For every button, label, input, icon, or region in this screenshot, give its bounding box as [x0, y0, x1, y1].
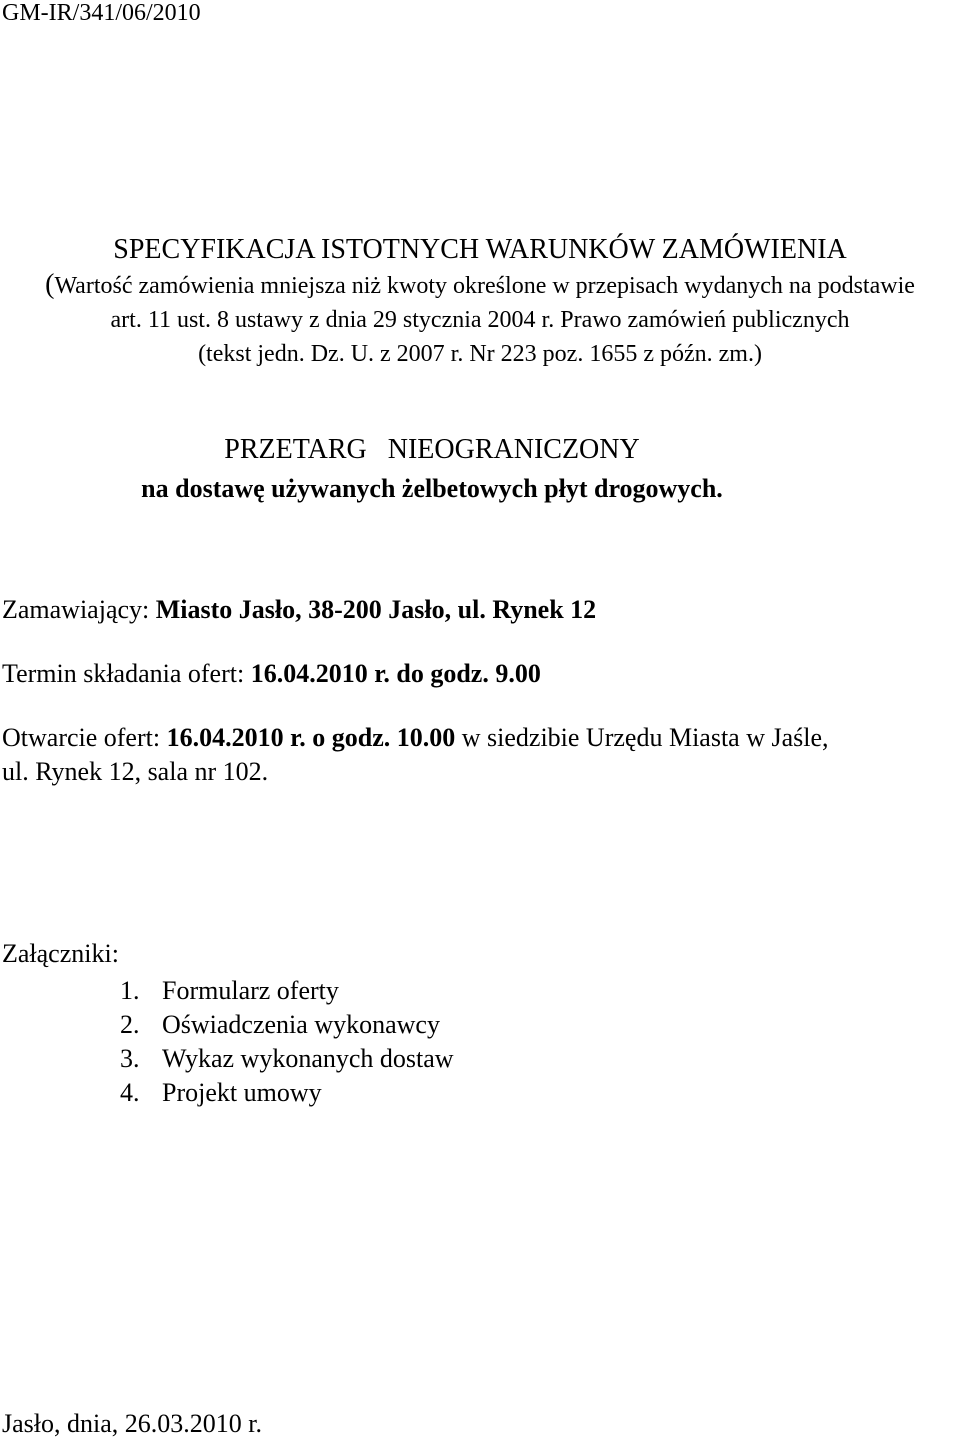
specification-line-2: art. 11 ust. 8 ustawy z dnia 29 stycznia 2004 r. Prawo zamówień publicznych: [110, 307, 850, 333]
attachment-label: Wykaz wykonanych dostaw: [162, 1044, 454, 1073]
attachments-title: Załączniki:: [2, 939, 119, 968]
contracting-authority-value: Miasto Jasło, 38-200 Jasło, ul. Rynek 12: [155, 595, 597, 624]
tender-header: [0, 430, 864, 508]
attachments-list: [120, 974, 454, 1110]
document-reference: GM-IR/341/06/2010: [2, 0, 201, 26]
specification-line-1-text: Wartość zamówienia mniejsza niż kwoty określone w przepisach wydanych na podstawie: [54, 273, 915, 299]
tender-subject: na dostawę używanych żelbetowych płyt drogowych.: [141, 474, 723, 503]
attachment-label: Oświadczenia wykonawcy: [162, 1010, 440, 1039]
attachment-item: [120, 1076, 454, 1110]
attachment-number: 2.: [120, 1010, 140, 1039]
specification-title: SPECYFIKACJA ISTOTNYCH WARUNKÓW ZAMÓWIENIA: [113, 234, 847, 265]
attachment-item: [120, 1008, 454, 1042]
contracting-authority-label: Zamawiający:: [2, 595, 156, 624]
offer-opening: [2, 722, 829, 754]
attachment-label: Projekt umowy: [162, 1078, 322, 1107]
specification-header: [0, 232, 960, 371]
attachment-number: 4.: [120, 1078, 140, 1107]
attachment-item: [120, 1042, 454, 1076]
offer-opening-label: Otwarcie ofert:: [2, 723, 167, 752]
submission-deadline-label: Termin składania ofert:: [2, 659, 251, 688]
submission-deadline: [2, 658, 541, 690]
attachment-number: 1.: [120, 976, 140, 1005]
attachment-item: [120, 974, 454, 1008]
place-and-date: Jasło, dnia, 26.03.2010 r.: [2, 1409, 262, 1438]
attachment-number: 3.: [120, 1044, 140, 1073]
tender-type: PRZETARG NIEOGRANICZONY: [224, 434, 640, 465]
offer-opening-location-line-2: ul. Rynek 12, sala nr 102.: [2, 757, 269, 786]
submission-deadline-value: 16.04.2010 r. do godz. 9.00: [250, 659, 541, 688]
offer-opening-value: 16.04.2010 r. o godz. 10.00: [166, 723, 456, 752]
offer-opening-location: w siedzibie Urzędu Miasta w Jaśle,: [455, 723, 829, 752]
contracting-authority: [2, 594, 596, 626]
attachment-label: Formularz oferty: [162, 976, 339, 1005]
specification-line-1: [0, 268, 960, 303]
specification-line-3: (tekst jedn. Dz. U. z 2007 r. Nr 223 poz. 1655 z późn. zm.): [198, 341, 762, 367]
specification-paren: (: [45, 269, 55, 300]
